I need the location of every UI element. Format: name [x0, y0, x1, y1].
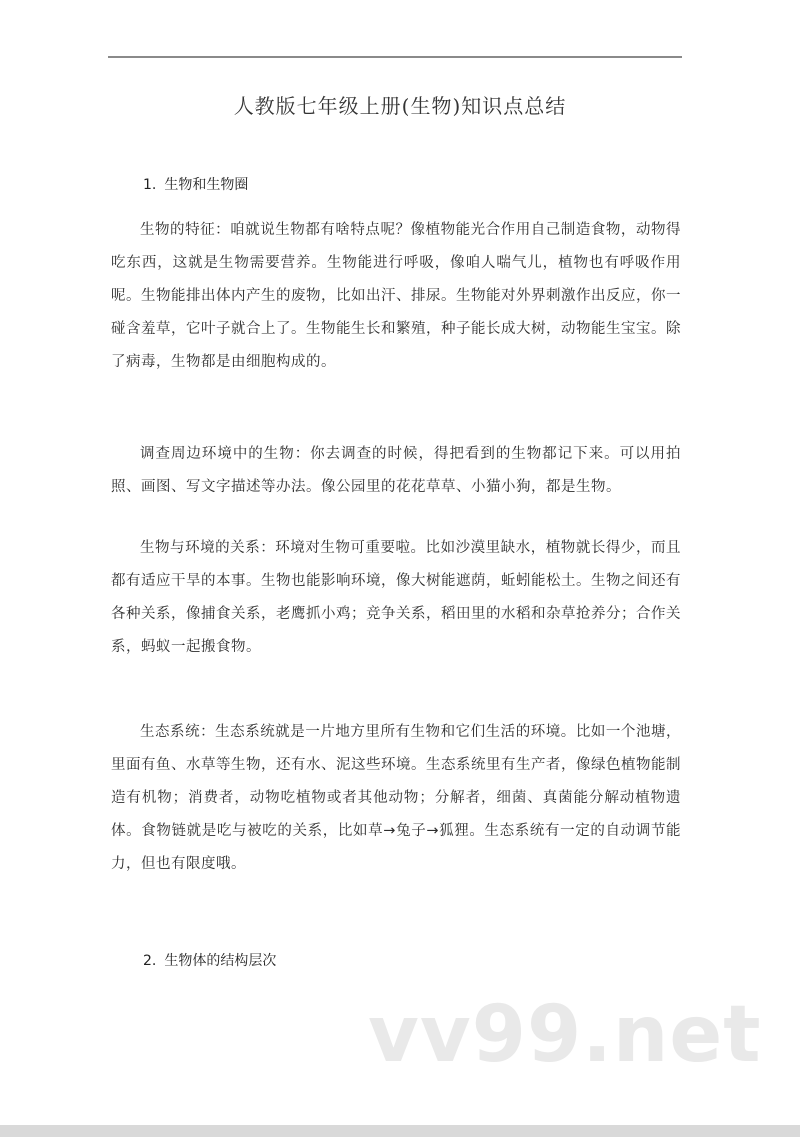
paragraph-organism-characteristics: 生物的特征：咱就说生物都有啥特点呢？像植物能光合作用自己制造食物，动物得吃东西，这就是生物需要营养。生物能进行呼吸，像咱人喘气儿，植物也有呼吸作用呢。生物能排出体内产生的废物，比如出汗、排尿。生物能对外界刺激作出反应，你一碰含羞草，它叶子就合上了。生物能生长和繁殖，种子能长成大树，动物能生宝宝。除了病毒，生物都是由细胞构成的。 — [111, 222, 681, 370]
section-number: 2. — [143, 953, 157, 969]
paragraph-ecosystem: 生态系统：生态系统就是一片地方里所有生物和它们生活的环境。比如一个池塘，里面有鱼、水草等生物，还有水、泥这些环境。生态系统里有生产者，像绿色植物能制造有机物；消费者，动物吃植物或者其他动物；分解者，细菌、真菌能分解动植物遗体。食物链就是吃与被吃的关系，比如草→兔子→狐狸。生态系统有一定的自动调节能力，但也有限度哦。 — [111, 724, 681, 872]
paragraph-environment-survey: 调查周边环境中的生物：你去调查的时候，得把看到的生物都记下来。可以用拍照、画图、写文字描述等办法。像公园里的花花草草、小猫小狗，都是生物。 — [111, 446, 681, 495]
header-rule — [108, 56, 682, 58]
watermark: vv99.net — [368, 990, 762, 1080]
paragraph-organism-environment: 生物与环境的关系：环境对生物可重要啦。比如沙漠里缺水，植物就长得少，而且都有适应干旱的本事。生物也能影响环境，像大树能遮荫，蚯蚓能松土。生物之间还有各种关系，像捕食关系，老鹰抓小鸡；竞争关系，稻田里的水稻和杂草抢养分；合作关系，蚂蚁一起搬食物。 — [111, 540, 681, 655]
page-bottom-edge — [0, 1125, 800, 1137]
section-heading-2 — [143, 950, 276, 970]
section-heading-1 — [143, 174, 248, 194]
section-heading-text: 生物和生物圈 — [164, 177, 249, 193]
section-heading-text: 生物体的结构层次 — [164, 953, 277, 969]
document-title: 人教版七年级上册(生物)知识点总结 — [233, 94, 567, 118]
section-number: 1. — [143, 177, 157, 193]
